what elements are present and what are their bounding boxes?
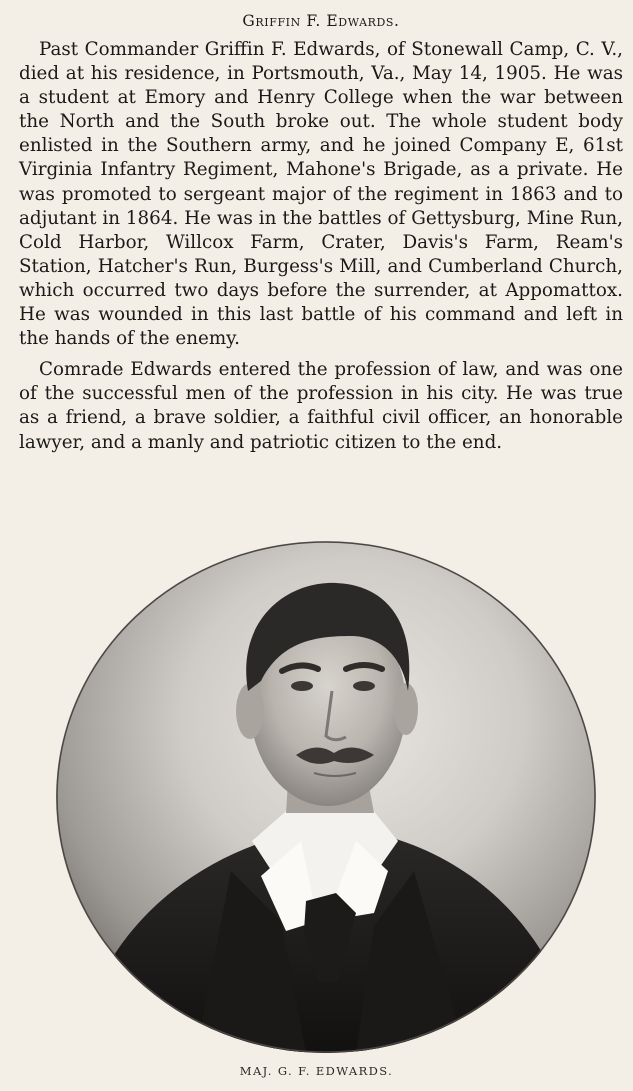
article-body xyxy=(19,38,623,455)
portrait-caption: MAJ. G. F. EDWARDS. xyxy=(239,1064,394,1078)
article-heading: Griffin F. Edwards. xyxy=(242,12,400,30)
portrait-illustration xyxy=(56,541,596,1053)
paragraph-service-record: Past Commander Griffin F. Edwards, of Stonewall Camp, C. V., died at his residence, in Portsmouth, Va., May 14, 1905. He was a student at Emory and Henry College when the war between the North and the South broke out. The whole student body enlisted in the Southern army, and he joined Company E, 61st Virginia Infantry Regiment, Mahone's Brigade, as a private. He was promoted to sergeant major of the regiment in 1863 and to adjutant in 1864. He was in the battles of Gettysburg, Mine Run, Cold Harbor, Willcox Farm, Crater, Davis's Farm, Ream's Station, Hatcher's Run, Burgess's Mill, and Cumberland Church, which occurred two days before the surrender, at Appomattox. He was wounded in this last battle of his command and left in the hands of the enemy. xyxy=(19,39,623,350)
portrait-photo xyxy=(56,541,596,1053)
obituary-article xyxy=(19,10,623,462)
paragraph-law-career: Comrade Edwards entered the profession of law, and was one of the successful men of the profession in his city. He was true as a friend, a brave soldier, a faithful civil officer, an honorable lawyer, and a manly and patriotic citizen to the end. xyxy=(19,359,623,453)
